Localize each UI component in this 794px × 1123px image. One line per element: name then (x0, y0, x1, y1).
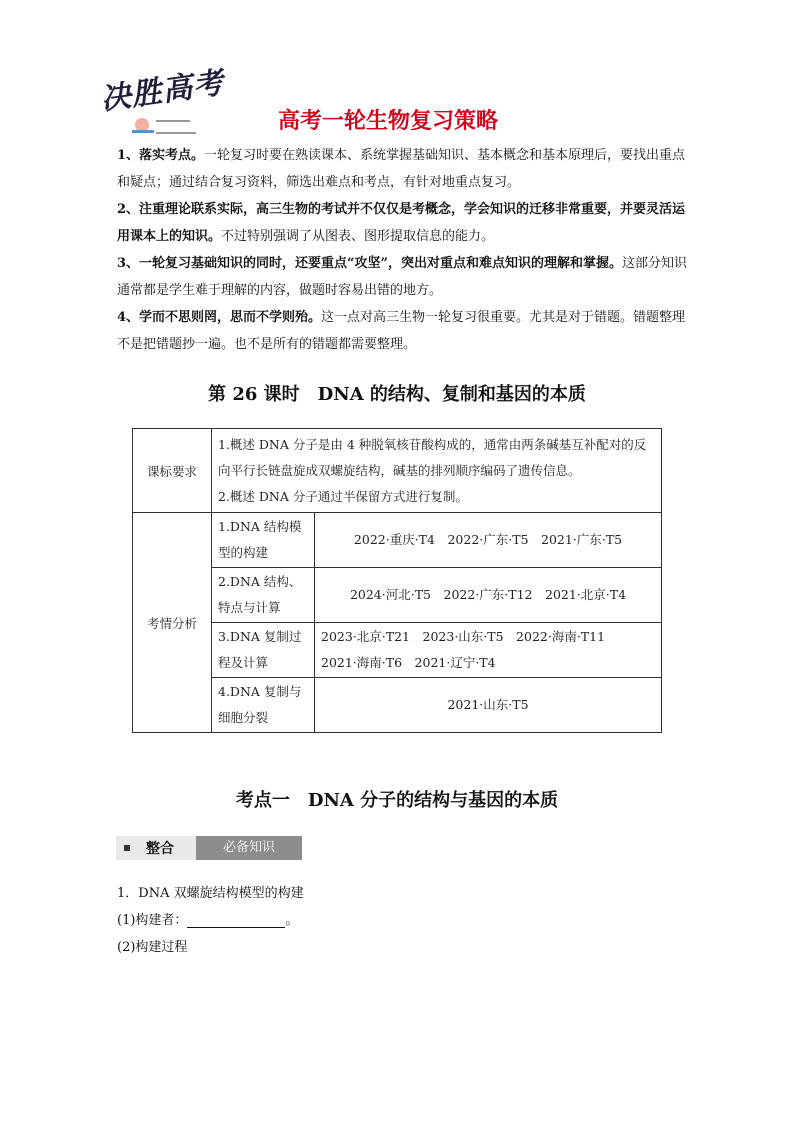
table-row (133, 623, 662, 678)
square-bullet-icon (124, 845, 130, 851)
section-title: 考点一 DNA 分子的结构与基因的本质 (235, 790, 559, 811)
section-banner (116, 836, 302, 860)
table-row (133, 678, 662, 733)
topic-cell: 1.DNA 结构模型的构建 (212, 513, 315, 568)
citation-cell: 2022·重庆·T4 2022·广东·T5 2021·广东·T5 (315, 513, 662, 568)
topic-cell: 4.DNA 复制与细胞分裂 (212, 678, 315, 733)
topic-cell: 2.DNA 结构、特点与计算 (212, 568, 315, 623)
table-row (133, 513, 662, 568)
table-row (133, 429, 662, 513)
strategy-item: 2、注重理论联系实际，高三生物的考试并不仅仅是考概念，学会知识的迁移非常重要，并要灵活运用课本上的知识。不过特别强调了从图表、图形提取信息的能力。 (117, 202, 686, 244)
standard-content: 1.概述 DNA 分子是由 4 种脱氧核苷酸构成的，通常由两条碱基互补配对的反向平行长链盘旋成双螺旋结构，碱基的排列顺序编码了遗传信息。 2.概述 DNA 分子通过半保留方式进行复制。 (212, 429, 662, 513)
strategy-item: 3、一轮复习基础知识的同时，还要重点“攻坚”，突出对重点和难点知识的理解和掌握。这部分知识通常都是学生难于理解的内容，做题时容易出错的地方。 (117, 256, 688, 298)
lesson-title: 第 26 课时 DNA 的结构、复制和基因的本质 (208, 384, 586, 405)
table-row (133, 568, 662, 623)
banner-tag: 必备知识 (196, 836, 302, 860)
body-line: (2)构建过程 (117, 940, 188, 955)
standard-label: 课标要求 (133, 429, 212, 513)
banner-label: 整合 (146, 841, 174, 857)
page-title: 高考一轮生物复习策略 (278, 109, 499, 134)
brand-logo (98, 62, 227, 148)
curriculum-table (132, 428, 662, 733)
strategy-item: 4、学而不思则罔，思而不学则殆。这一点对高三生物一轮复习很重要。尤其是对于错题。错题整理不是把错题抄一遍。也不是所有的错题都需要整理。 (117, 310, 686, 352)
body-line: (1)构建者： 。 (117, 913, 299, 928)
strategy-list (117, 142, 689, 358)
topic-cell: 3.DNA 复制过程及计算 (212, 623, 315, 678)
body-text (117, 880, 304, 961)
citation-cell: 2023·北京·T21 2023·山东·T5 2022·海南·T11 2021·海南·T6 2021·辽宁·T4 (315, 623, 662, 678)
citation-cell: 2021·山东·T5 (315, 678, 662, 733)
body-line: 1．DNA 双螺旋结构模型的构建 (117, 886, 304, 901)
citation-cell: 2024·河北·T5 2022·广东·T12 2021·北京·T4 (315, 568, 662, 623)
fill-blank (187, 911, 285, 928)
logo-text: 决胜高考 (98, 65, 227, 118)
logo-emblem-icon (120, 112, 200, 142)
strategy-item: 1、落实考点。一轮复习时要在熟读课本、系统掌握基础知识、基本概念和基本原理后，要找出重点和疑点；通过结合复习资料，筛选出难点和考点，有针对地重点复习。 (117, 148, 686, 190)
exam-analysis-label: 考情分析 (133, 513, 212, 733)
